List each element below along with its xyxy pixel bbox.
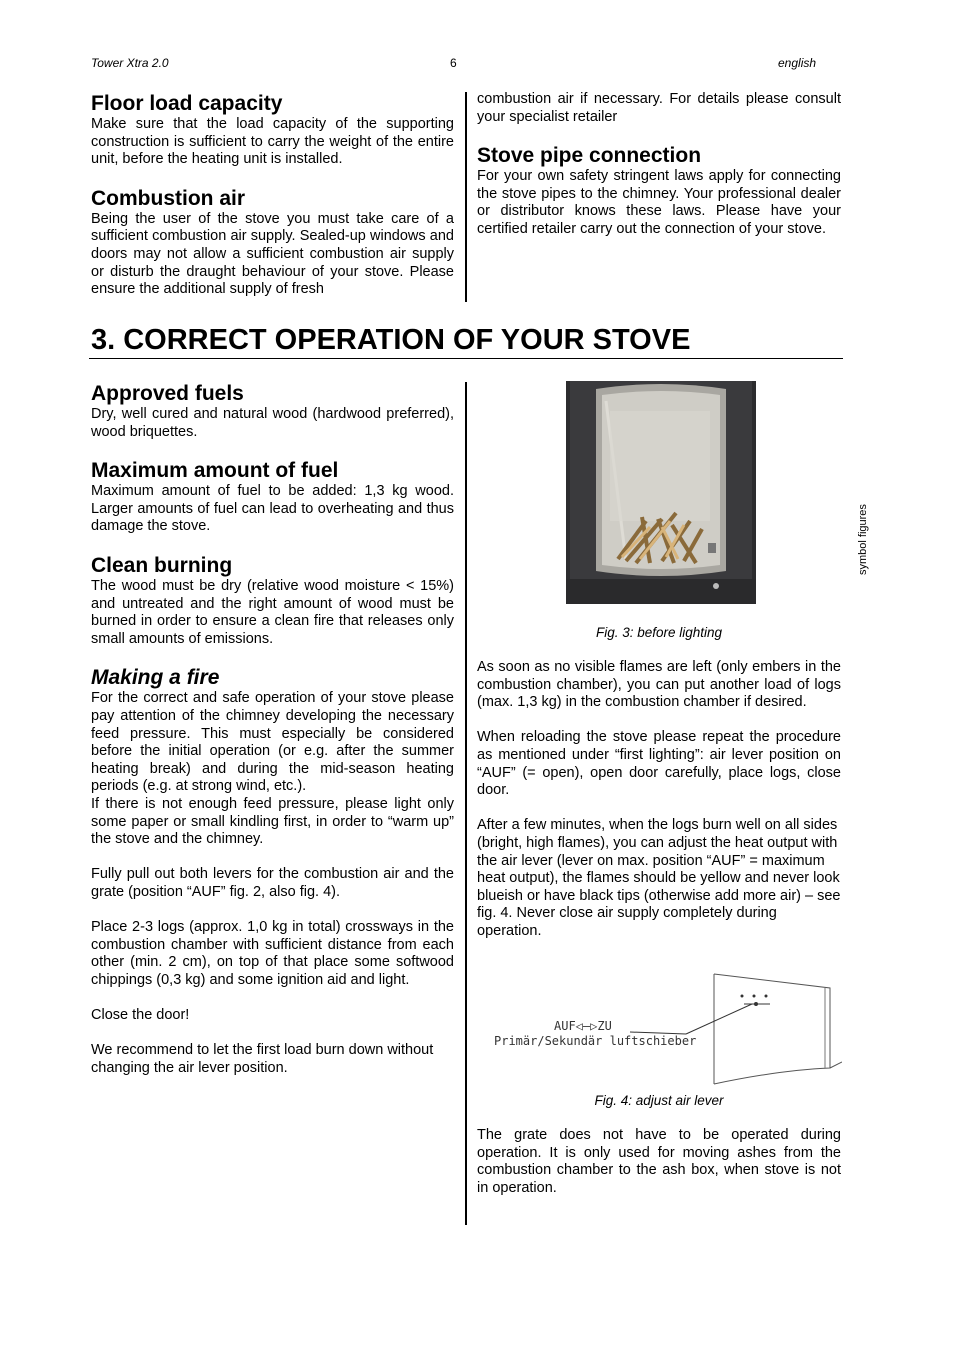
section-rule	[89, 358, 843, 359]
making-fire-p6: We recommend to let the first load burn down without changing the air lever position.	[91, 1042, 434, 1076]
floor-load-text: Make sure that the load capacity of the supporting construction is sufficient to carry the weight of the entire unit, before the heating unit is installed.	[91, 116, 454, 168]
header-doc-title: Tower Xtra 2.0	[91, 56, 169, 70]
right-p2: When reloading the stove please repeat the procedure as mentioned under “first lighting”: air lever position on “AUF” (= open), open door carefully, place logs, close door.	[477, 729, 841, 799]
air-lever-drawing	[490, 970, 842, 1090]
top-column-divider	[465, 92, 467, 302]
stove-photo-figure	[566, 381, 756, 604]
section-title: 3. CORRECT OPERATION OF YOUR STOVE	[91, 324, 691, 356]
top-right-column	[477, 91, 841, 239]
max-fuel-heading: Maximum amount of fuel	[91, 459, 339, 483]
floor-load-heading: Floor load capacity	[91, 92, 283, 115]
clean-burning-heading: Clean burning	[91, 553, 233, 577]
top-left-column	[91, 92, 454, 299]
sidebar-label: symbol figures	[857, 504, 869, 575]
approved-fuels-heading: Approved fuels	[91, 382, 244, 405]
making-fire-p5: Close the door!	[91, 1007, 190, 1024]
right-p3: After a few minutes, when the logs burn well on all sides (bright, high flames), you can adjust the heat output with the air lever (lever on max. position “AUF” = maximum heat output), the flames should be yellow and never look blueish or have black tips (otherwise add more air) – see fig. 4. Never close air supply completely during operation.	[477, 817, 841, 939]
right-p1: As soon as no visible flames are left (only embers in the combustion chamber), you can put another load of logs (max. 1,3 kg) in the combustion chamber if desired.	[477, 659, 841, 711]
fig3-caption: Fig. 3: before lighting	[595, 625, 723, 640]
stove-photo-image	[566, 381, 756, 604]
main-column-divider	[465, 382, 467, 1225]
fig4-label-lever: Primär/Sekundär luftschieber	[494, 1034, 697, 1048]
combustion-air-continued: combustion air if necessary. For details please consult your specialist retailer	[477, 91, 841, 125]
making-fire-p1: For the correct and safe operation of your stove please pay attention of the chimney developing the necessary feed pressure. This must especially be considered before the initial operation (or e.g. after the summer heating break) and during the mid-season heating periods (e.g. at strong wind, etc.).	[91, 690, 454, 795]
making-fire-p3: Fully pull out both levers for the combustion air and the grate (position “AUF” fig. 2, also fig. 4).	[91, 866, 454, 900]
right-column-bottom	[477, 1127, 841, 1197]
left-column	[91, 382, 454, 1077]
approved-fuels-text: Dry, well cured and natural wood (hardwood preferred), wood briquettes.	[91, 406, 454, 440]
air-lever-figure	[490, 970, 842, 1090]
making-fire-heading: Making a fire	[91, 666, 220, 690]
right-column-text	[477, 659, 841, 941]
max-fuel-text: Maximum amount of fuel to be added: 1,3 kg wood. Larger amounts of fuel can lead to overheating and thus damage the stove.	[91, 483, 454, 535]
header-language: english	[778, 56, 817, 70]
combustion-air-text: Being the user of the stove you must take care of a sufficient combustion air supply. Sealed-up windows and doors may not allow a sufficient combustion air supply or disturb the draught behaviour of your stove. Please ensure the additional supply of fresh	[91, 210, 454, 298]
fig4-label-auf-zu: AUF◁—▷ZU	[554, 1019, 612, 1033]
making-fire-p4: Place 2-3 logs (approx. 1,0 kg in total) crossways in the combustion chamber with sufficient distance from each other (min. 2 cm), on top of that place some softwood chippings (0,3 kg) and some ignition aid and light.	[91, 919, 454, 988]
combustion-air-heading: Combustion air	[91, 186, 246, 210]
stove-pipe-text: For your own safety stringent laws apply for connecting the stove pipes to the chimney. Your professional dealer or distributor knows these laws. Please have your certified retailer carry out the connection of your stove.	[477, 168, 841, 237]
right-p4: The grate does not have to be operated during operation. It is only used for moving ashes from the combustion chamber to the ash box, when stove is not in operation.	[477, 1127, 841, 1196]
making-fire-p2: If there is not enough feed pressure, please light only some paper or small kindling first, in order to “warm up” the stove and the chimney.	[91, 795, 454, 848]
header-page-number: 6	[450, 56, 457, 70]
stove-pipe-heading: Stove pipe connection	[477, 144, 702, 168]
fig4-caption: Fig. 4: adjust air lever	[594, 1093, 724, 1108]
clean-burning-text: The wood must be dry (relative wood moisture < 15%) and untreated and the right amount of wood must be burned in order to ensure a clean fire that releases only small amounts of emissions.	[91, 577, 454, 647]
